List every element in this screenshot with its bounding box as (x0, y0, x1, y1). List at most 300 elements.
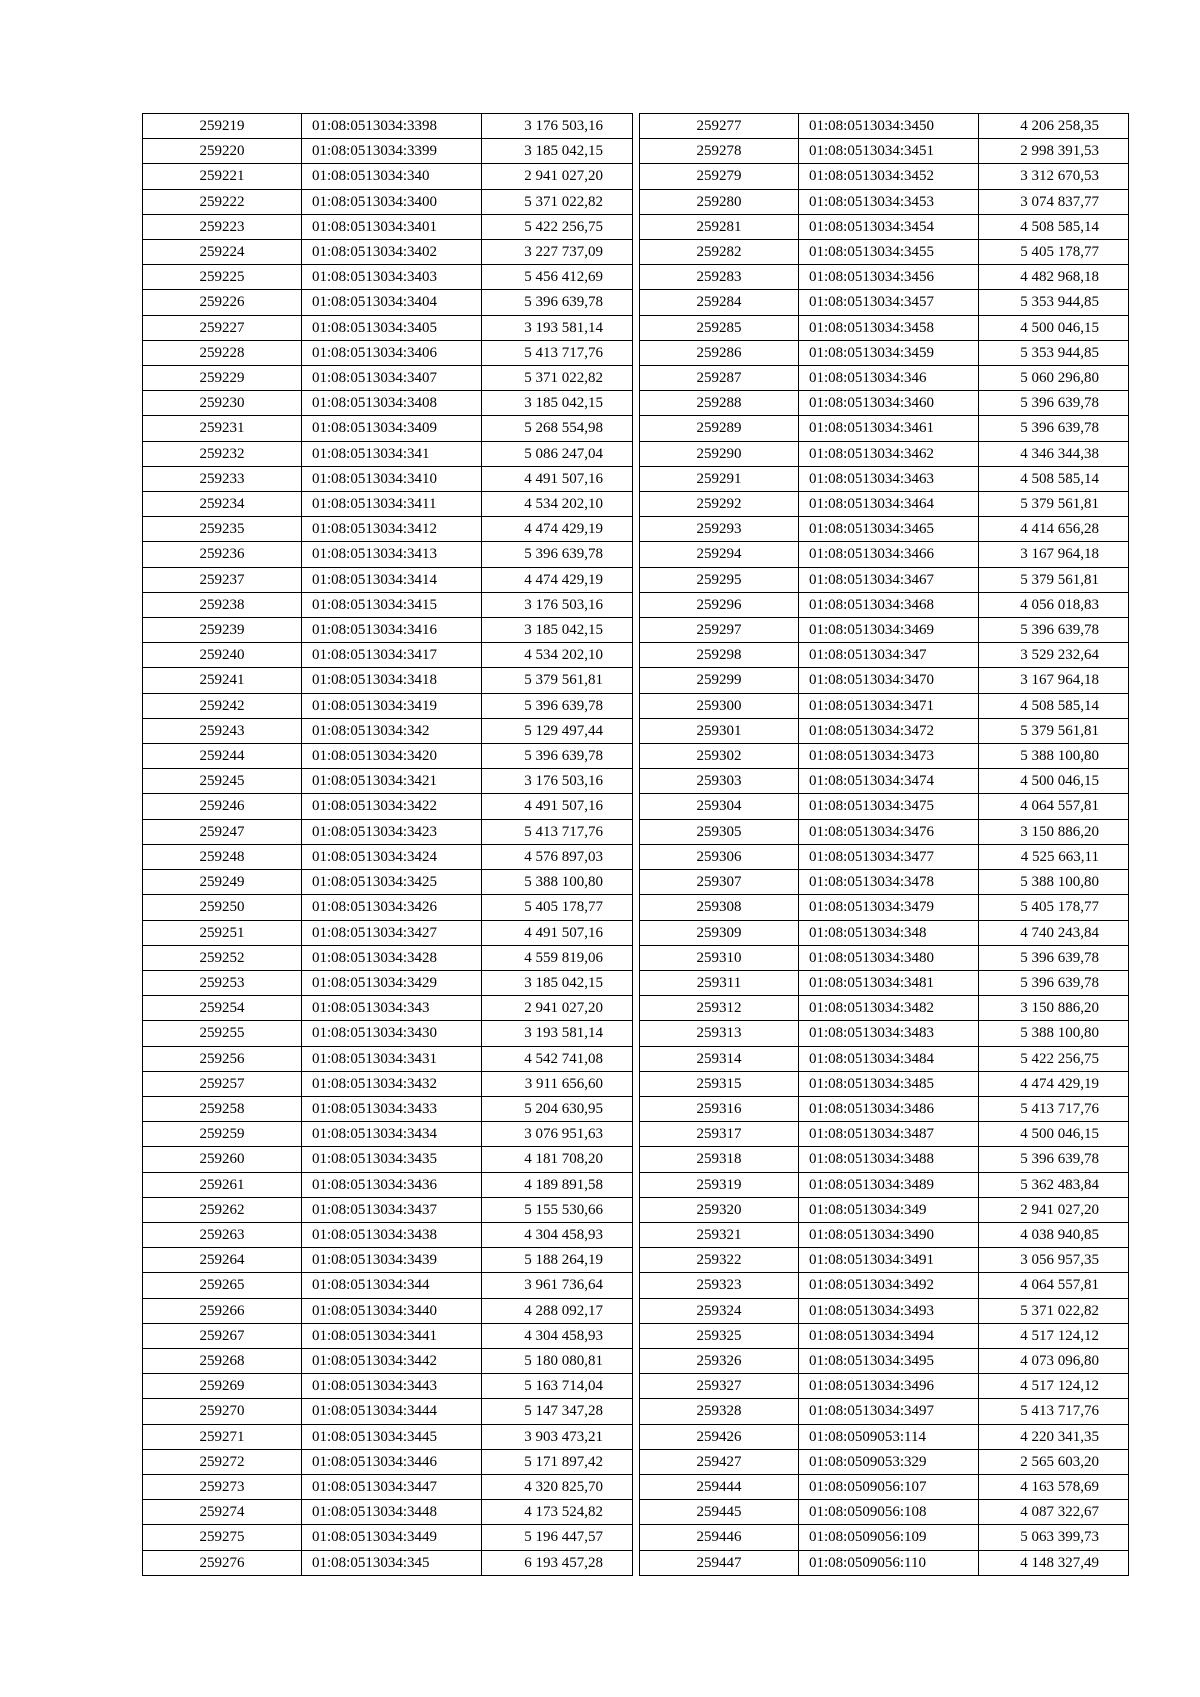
row-number: 259255 (143, 1021, 302, 1046)
cadastral-number: 01:08:0513034:3398 (302, 114, 482, 139)
table-row (640, 1500, 1129, 1525)
cadastral-number: 01:08:0513034:3444 (302, 1399, 482, 1424)
row-number: 259227 (143, 315, 302, 340)
row-number: 259283 (640, 265, 799, 290)
table-row (640, 114, 1129, 139)
row-number: 259234 (143, 492, 302, 517)
cadastral-number: 01:08:0513034:347 (799, 643, 979, 668)
row-number: 259254 (143, 996, 302, 1021)
table-row (143, 744, 633, 769)
table-row (640, 819, 1129, 844)
table-row (640, 1248, 1129, 1273)
cadastral-number: 01:08:0513034:3430 (302, 1021, 482, 1046)
cadastral-value: 4 474 429,19 (979, 1071, 1129, 1096)
table-row (640, 391, 1129, 416)
table-row (143, 1096, 633, 1121)
cadastral-number: 01:08:0513034:3413 (302, 542, 482, 567)
table-row (640, 1474, 1129, 1499)
cadastral-value: 4 559 819,06 (482, 945, 633, 970)
cadastral-number: 01:08:0513034:3420 (302, 744, 482, 769)
row-number: 259302 (640, 744, 799, 769)
cadastral-number: 01:08:0513034:3440 (302, 1298, 482, 1323)
row-number: 259235 (143, 517, 302, 542)
table-row (143, 1449, 633, 1474)
row-number: 259287 (640, 366, 799, 391)
cadastral-number: 01:08:0513034:3469 (799, 618, 979, 643)
cadastral-number: 01:08:0509056:107 (799, 1474, 979, 1499)
cadastral-value: 4 482 968,18 (979, 265, 1129, 290)
table-row (143, 1374, 633, 1399)
cadastral-value: 5 155 530,66 (482, 1197, 633, 1222)
table-row (640, 1122, 1129, 1147)
cadastral-value: 5 268 554,98 (482, 416, 633, 441)
cadastral-number: 01:08:0513034:3464 (799, 492, 979, 517)
table-row (640, 1525, 1129, 1550)
row-number: 259239 (143, 618, 302, 643)
cadastral-number: 01:08:0513034:349 (799, 1197, 979, 1222)
cadastral-value: 5 396 639,78 (979, 618, 1129, 643)
cadastral-number: 01:08:0513034:3452 (799, 164, 979, 189)
cadastral-number: 01:08:0513034:3492 (799, 1273, 979, 1298)
cadastral-value: 3 167 964,18 (979, 542, 1129, 567)
row-number: 259249 (143, 870, 302, 895)
row-number: 259308 (640, 895, 799, 920)
row-number: 259261 (143, 1172, 302, 1197)
cadastral-number: 01:08:0513034:3487 (799, 1122, 979, 1147)
table-row (143, 1122, 633, 1147)
cadastral-value: 4 491 507,16 (482, 920, 633, 945)
row-number: 259304 (640, 794, 799, 819)
row-number: 259247 (143, 819, 302, 844)
table-row (640, 315, 1129, 340)
row-number: 259222 (143, 189, 302, 214)
cadastral-number: 01:08:0509056:109 (799, 1525, 979, 1550)
cadastral-value: 4 181 708,20 (482, 1147, 633, 1172)
table-row (143, 1273, 633, 1298)
table-row (143, 693, 633, 718)
cadastral-value: 2 941 027,20 (482, 164, 633, 189)
row-number: 259292 (640, 492, 799, 517)
table-row (143, 945, 633, 970)
table-row (143, 567, 633, 592)
cadastral-number: 01:08:0513034:3419 (302, 693, 482, 718)
cadastral-value: 4 534 202,10 (482, 492, 633, 517)
table-row (143, 265, 633, 290)
cadastral-value: 4 517 124,12 (979, 1374, 1129, 1399)
cadastral-number: 01:08:0513034:3481 (799, 970, 979, 995)
row-number: 259314 (640, 1046, 799, 1071)
cadastral-value: 5 396 639,78 (979, 970, 1129, 995)
row-number: 259426 (640, 1424, 799, 1449)
table-row (640, 1021, 1129, 1046)
row-number: 259280 (640, 189, 799, 214)
row-number: 259232 (143, 441, 302, 466)
cadastral-number: 01:08:0513034:3453 (799, 189, 979, 214)
table-row (143, 769, 633, 794)
cadastral-value: 4 173 524,82 (482, 1500, 633, 1525)
cadastral-value: 4 740 243,84 (979, 920, 1129, 945)
cadastral-value: 3 176 503,16 (482, 114, 633, 139)
row-number: 259312 (640, 996, 799, 1021)
cadastral-value: 4 491 507,16 (482, 466, 633, 491)
cadastral-value: 4 474 429,19 (482, 567, 633, 592)
cadastral-value: 5 413 717,76 (482, 819, 633, 844)
cadastral-value: 4 491 507,16 (482, 794, 633, 819)
cadastral-value: 2 941 027,20 (979, 1197, 1129, 1222)
table-row (640, 542, 1129, 567)
cadastral-value: 5 405 178,77 (482, 895, 633, 920)
cadastral-number: 01:08:0513034:3479 (799, 895, 979, 920)
cadastral-value: 4 148 327,49 (979, 1550, 1129, 1575)
table-row (143, 870, 633, 895)
cadastral-value: 5 396 639,78 (482, 744, 633, 769)
row-number: 259293 (640, 517, 799, 542)
row-number: 259313 (640, 1021, 799, 1046)
table-row (143, 542, 633, 567)
cadastral-value: 3 150 886,20 (979, 819, 1129, 844)
row-number: 259243 (143, 718, 302, 743)
row-number: 259269 (143, 1374, 302, 1399)
cadastral-number: 01:08:0513034:3436 (302, 1172, 482, 1197)
cadastral-value: 4 474 429,19 (482, 517, 633, 542)
row-number: 259311 (640, 970, 799, 995)
cadastral-value: 5 388 100,80 (979, 870, 1129, 895)
cadastral-value: 4 500 046,15 (979, 1122, 1129, 1147)
cadastral-number: 01:08:0513034:3449 (302, 1525, 482, 1550)
cadastral-value: 4 163 578,69 (979, 1474, 1129, 1499)
cadastral-number: 01:08:0513034:3434 (302, 1122, 482, 1147)
cadastral-number: 01:08:0513034:3463 (799, 466, 979, 491)
cadastral-value: 3 176 503,16 (482, 592, 633, 617)
table-row (143, 718, 633, 743)
cadastral-number: 01:08:0513034:3426 (302, 895, 482, 920)
cadastral-value: 5 422 256,75 (482, 214, 633, 239)
cadastral-value: 4 534 202,10 (482, 643, 633, 668)
row-number: 259251 (143, 920, 302, 945)
row-number: 259285 (640, 315, 799, 340)
table-row (143, 416, 633, 441)
cadastral-number: 01:08:0513034:3437 (302, 1197, 482, 1222)
row-number: 259275 (143, 1525, 302, 1550)
table-row (143, 340, 633, 365)
row-number: 259248 (143, 844, 302, 869)
table-row (640, 517, 1129, 542)
table-row (143, 492, 633, 517)
cadastral-value: 3 056 957,35 (979, 1248, 1129, 1273)
row-number: 259319 (640, 1172, 799, 1197)
cadastral-number: 01:08:0513034:3412 (302, 517, 482, 542)
cadastral-number: 01:08:0513034:3466 (799, 542, 979, 567)
row-number: 259299 (640, 668, 799, 693)
cadastral-number: 01:08:0513034:3428 (302, 945, 482, 970)
table-row (143, 970, 633, 995)
row-number: 259325 (640, 1323, 799, 1348)
table-row (640, 340, 1129, 365)
row-number: 259295 (640, 567, 799, 592)
cadastral-value: 4 508 585,14 (979, 693, 1129, 718)
cadastral-value: 5 196 447,57 (482, 1525, 633, 1550)
row-number: 259277 (640, 114, 799, 139)
table-row (640, 1147, 1129, 1172)
cadastral-number: 01:08:0513034:3475 (799, 794, 979, 819)
cadastral-number: 01:08:0513034:3458 (799, 315, 979, 340)
cadastral-value: 4 525 663,11 (979, 844, 1129, 869)
table-row (143, 1399, 633, 1424)
table-row (640, 466, 1129, 491)
table-row (143, 517, 633, 542)
cadastral-number: 01:08:0513034:3497 (799, 1399, 979, 1424)
cadastral-value: 3 150 886,20 (979, 996, 1129, 1021)
row-number: 259224 (143, 240, 302, 265)
row-number: 259263 (143, 1222, 302, 1247)
table-row (143, 1550, 633, 1575)
row-number: 259445 (640, 1500, 799, 1525)
cadastral-number: 01:08:0513034:342 (302, 718, 482, 743)
row-number: 259264 (143, 1248, 302, 1273)
cadastral-value: 4 304 458,93 (482, 1323, 633, 1348)
table-row (143, 466, 633, 491)
table-row (143, 1147, 633, 1172)
row-number: 259328 (640, 1399, 799, 1424)
cadastral-value: 4 576 897,03 (482, 844, 633, 869)
table-row (640, 189, 1129, 214)
cadastral-value: 3 185 042,15 (482, 139, 633, 164)
row-number: 259250 (143, 895, 302, 920)
cadastral-value: 4 087 322,67 (979, 1500, 1129, 1525)
cadastral-value: 4 500 046,15 (979, 769, 1129, 794)
table-row (640, 1550, 1129, 1575)
cadastral-number: 01:08:0513034:3486 (799, 1096, 979, 1121)
cadastral-value: 5 353 944,85 (979, 340, 1129, 365)
row-number: 259265 (143, 1273, 302, 1298)
row-number: 259221 (143, 164, 302, 189)
table-row (640, 214, 1129, 239)
cadastral-value: 5 388 100,80 (482, 870, 633, 895)
cadastral-number: 01:08:0513034:3450 (799, 114, 979, 139)
table-row (143, 920, 633, 945)
cadastral-value: 4 056 018,83 (979, 592, 1129, 617)
table-row (143, 1222, 633, 1247)
row-number: 259272 (143, 1449, 302, 1474)
cadastral-number: 01:08:0513034:3416 (302, 618, 482, 643)
row-number: 259298 (640, 643, 799, 668)
cadastral-number: 01:08:0513034:3411 (302, 492, 482, 517)
row-number: 259240 (143, 643, 302, 668)
row-number: 259241 (143, 668, 302, 693)
table-row (143, 114, 633, 139)
table-row (640, 668, 1129, 693)
row-number: 259233 (143, 466, 302, 491)
row-number: 259267 (143, 1323, 302, 1348)
table-row (143, 844, 633, 869)
row-number: 259231 (143, 416, 302, 441)
cadastral-number: 01:08:0513034:3438 (302, 1222, 482, 1247)
table-row (640, 139, 1129, 164)
table-row (640, 441, 1129, 466)
row-number: 259307 (640, 870, 799, 895)
row-number: 259219 (143, 114, 302, 139)
cadastral-number: 01:08:0513034:3410 (302, 466, 482, 491)
cadastral-number: 01:08:0513034:3441 (302, 1323, 482, 1348)
table-row (640, 895, 1129, 920)
cadastral-value: 5 163 714,04 (482, 1374, 633, 1399)
table-row (143, 139, 633, 164)
table-row (143, 1525, 633, 1550)
row-number: 259284 (640, 290, 799, 315)
cadastral-number: 01:08:0513034:345 (302, 1550, 482, 1575)
cadastral-number: 01:08:0513034:3494 (799, 1323, 979, 1348)
table-row (143, 391, 633, 416)
row-number: 259289 (640, 416, 799, 441)
row-number: 259323 (640, 1273, 799, 1298)
cadastral-number: 01:08:0513034:3482 (799, 996, 979, 1021)
row-number: 259252 (143, 945, 302, 970)
cadastral-value: 3 227 737,09 (482, 240, 633, 265)
cadastral-number: 01:08:0513034:3445 (302, 1424, 482, 1449)
table-row (640, 592, 1129, 617)
cadastral-value: 5 371 022,82 (979, 1298, 1129, 1323)
cadastral-value: 4 500 046,15 (979, 315, 1129, 340)
cadastral-value: 4 038 940,85 (979, 1222, 1129, 1247)
cadastral-number: 01:08:0513034:3460 (799, 391, 979, 416)
table-row (143, 1046, 633, 1071)
row-number: 259315 (640, 1071, 799, 1096)
cadastral-number: 01:08:0513034:3418 (302, 668, 482, 693)
cadastral-value: 4 508 585,14 (979, 466, 1129, 491)
table-row (640, 1071, 1129, 1096)
cadastral-number: 01:08:0513034:3467 (799, 567, 979, 592)
cadastral-number: 01:08:0509053:329 (799, 1449, 979, 1474)
cadastral-number: 01:08:0513034:3400 (302, 189, 482, 214)
row-number: 259310 (640, 945, 799, 970)
table-row (143, 1500, 633, 1525)
cadastral-value: 5 413 717,76 (482, 340, 633, 365)
cadastral-value: 3 529 232,64 (979, 643, 1129, 668)
row-number: 259266 (143, 1298, 302, 1323)
cadastral-number: 01:08:0513034:3474 (799, 769, 979, 794)
table-row (640, 920, 1129, 945)
table-row (640, 1273, 1129, 1298)
row-number: 259228 (143, 340, 302, 365)
cadastral-number: 01:08:0513034:3477 (799, 844, 979, 869)
row-number: 259253 (143, 970, 302, 995)
cadastral-number: 01:08:0513034:3495 (799, 1348, 979, 1373)
table-row (143, 214, 633, 239)
cadastral-number: 01:08:0509056:110 (799, 1550, 979, 1575)
cadastral-number: 01:08:0513034:3491 (799, 1248, 979, 1273)
table-row (640, 996, 1129, 1021)
row-number: 259256 (143, 1046, 302, 1071)
cadastral-value: 5 396 639,78 (979, 1147, 1129, 1172)
cadastral-number: 01:08:0513034:3454 (799, 214, 979, 239)
cadastral-table-left (142, 113, 633, 1576)
table-row (143, 794, 633, 819)
cadastral-number: 01:08:0513034:3401 (302, 214, 482, 239)
cadastral-number: 01:08:0509053:114 (799, 1424, 979, 1449)
cadastral-number: 01:08:0513034:3459 (799, 340, 979, 365)
row-number: 259317 (640, 1122, 799, 1147)
table-row (640, 1298, 1129, 1323)
cadastral-number: 01:08:0513034:3472 (799, 718, 979, 743)
row-number: 259229 (143, 366, 302, 391)
row-number: 259309 (640, 920, 799, 945)
cadastral-value: 5 396 639,78 (482, 693, 633, 718)
table-row (640, 1374, 1129, 1399)
table-row (640, 492, 1129, 517)
cadastral-number: 01:08:0513034:3407 (302, 366, 482, 391)
table-row (143, 240, 633, 265)
row-number: 259278 (640, 139, 799, 164)
row-number: 259446 (640, 1525, 799, 1550)
row-number: 259286 (640, 340, 799, 365)
row-number: 259237 (143, 567, 302, 592)
row-number: 259262 (143, 1197, 302, 1222)
table-row (640, 643, 1129, 668)
cadastral-value: 3 911 656,60 (482, 1071, 633, 1096)
row-number: 259236 (143, 542, 302, 567)
table-row (640, 718, 1129, 743)
cadastral-number: 01:08:0513034:3442 (302, 1348, 482, 1373)
row-number: 259276 (143, 1550, 302, 1575)
cadastral-number: 01:08:0513034:3425 (302, 870, 482, 895)
table-row (143, 1348, 633, 1373)
cadastral-number: 01:08:0513034:3402 (302, 240, 482, 265)
table-row (143, 1197, 633, 1222)
cadastral-number: 01:08:0513034:3483 (799, 1021, 979, 1046)
cadastral-number: 01:08:0513034:3493 (799, 1298, 979, 1323)
cadastral-value: 5 379 561,81 (979, 492, 1129, 517)
row-number: 259260 (143, 1147, 302, 1172)
cadastral-value: 4 206 258,35 (979, 114, 1129, 139)
cadastral-number: 01:08:0513034:3443 (302, 1374, 482, 1399)
row-number: 259238 (143, 592, 302, 617)
table-row (640, 693, 1129, 718)
cadastral-number: 01:08:0513034:3489 (799, 1172, 979, 1197)
cadastral-number: 01:08:0513034:3417 (302, 643, 482, 668)
cadastral-number: 01:08:0513034:3496 (799, 1374, 979, 1399)
cadastral-value: 5 388 100,80 (979, 1021, 1129, 1046)
table-row (640, 1046, 1129, 1071)
table-row (143, 290, 633, 315)
table-row (640, 1449, 1129, 1474)
table-row (640, 1096, 1129, 1121)
row-number: 259447 (640, 1550, 799, 1575)
cadastral-value: 5 129 497,44 (482, 718, 633, 743)
cadastral-number: 01:08:0513034:3461 (799, 416, 979, 441)
cadastral-number: 01:08:0513034:3423 (302, 819, 482, 844)
cadastral-number: 01:08:0513034:3433 (302, 1096, 482, 1121)
cadastral-value: 5 180 080,81 (482, 1348, 633, 1373)
table-row (640, 945, 1129, 970)
table-row (143, 1323, 633, 1348)
cadastral-value: 5 086 247,04 (482, 441, 633, 466)
cadastral-value: 3 185 042,15 (482, 970, 633, 995)
cadastral-number: 01:08:0513034:3431 (302, 1046, 482, 1071)
cadastral-value: 3 903 473,21 (482, 1424, 633, 1449)
cadastral-number: 01:08:0513034:3408 (302, 391, 482, 416)
cadastral-value: 5 413 717,76 (979, 1399, 1129, 1424)
row-number: 259273 (143, 1474, 302, 1499)
row-number: 259223 (143, 214, 302, 239)
cadastral-number: 01:08:0513034:3484 (799, 1046, 979, 1071)
cadastral-value: 5 204 630,95 (482, 1096, 633, 1121)
cadastral-value: 5 456 412,69 (482, 265, 633, 290)
table-row (143, 1021, 633, 1046)
table-row (143, 895, 633, 920)
row-number: 259274 (143, 1500, 302, 1525)
cadastral-value: 3 167 964,18 (979, 668, 1129, 693)
table-row (640, 567, 1129, 592)
